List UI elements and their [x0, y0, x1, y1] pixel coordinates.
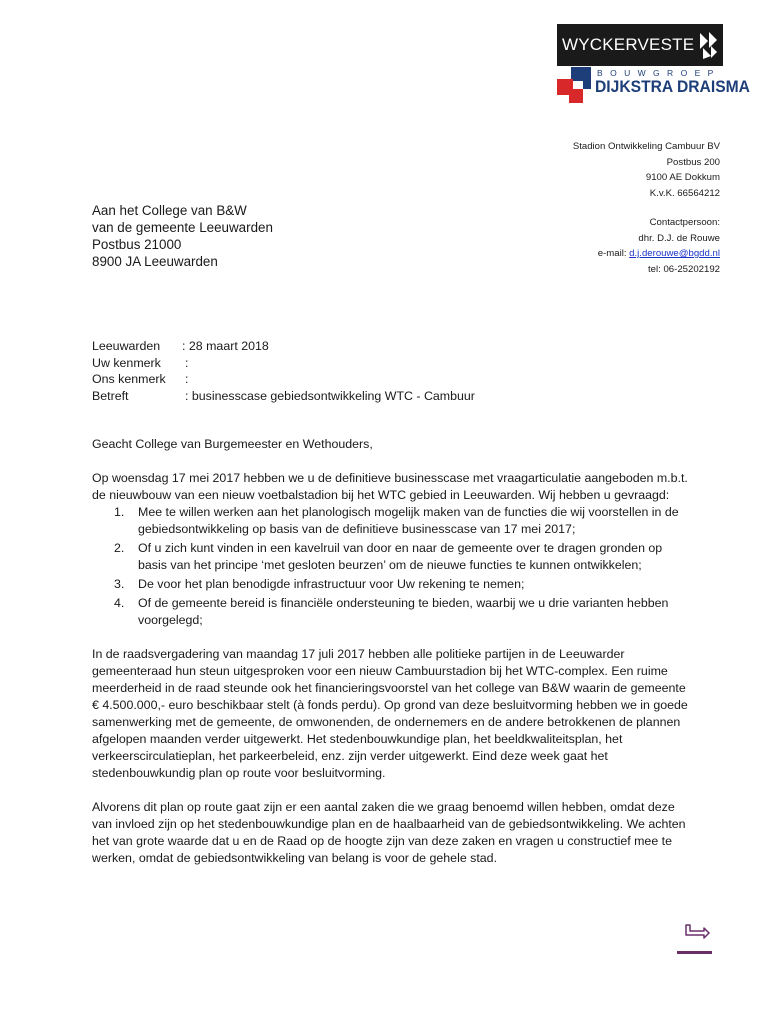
address-line-1: Aan het College van B&W [92, 203, 247, 218]
request-list [92, 504, 692, 629]
list-item-text: Of u zich kunt vinden in een kavelruil van door en naar de gemeente over te dragen gronden op basis van het principe ‘met gesloten beurzen’ om de nieuwe functies te kunnen ontwikkelen; [138, 541, 663, 572]
list-item-number: 3. [114, 577, 125, 591]
list-item [92, 576, 692, 593]
meta-betreft-label: Betreft [92, 389, 129, 404]
sender-gap [573, 201, 720, 215]
footer-accent-bar [677, 951, 712, 954]
paragraph-raadsvergadering: In de raadsvergadering van maandag 17 juli 2017 hebben alle politieke partijen in de Leeuwarder gemeenteraad hun steun uitgesproken voor een nieuw Cambuurstadion bij het WTC-complex. Een ruime meerderheid in de raad steunde ook het financieringsvoorstel van het college van B&W waarin de gemeente € 4.500.000,- euro beschikbaar stelt (à fonds perdu). Op grond van deze besluitvorming hebben we in goede samenwerking met de gemeente, de omwonenden, de ondernemers en de andere betrokkenen de plannen afgelopen maanden verder uitgewerkt. Het stedenbouwkundige plan, het beeldkwaliteitsplan, het verkeerscirculatieplan, het parkeerbeleid, enz. zijn verder uitgewerkt. Eind deze week gaat het stedenbouwkundig plan op route voor besluitvorming. [92, 647, 688, 780]
intro-paragraph: Op woensdag 17 mei 2017 hebben we u de definitieve businesscase met vraagarticulatie aangeboden m.b.t. de nieuwbouw van een nieuw voetbalstadion bij het WTC gebied in Leeuwarden. Wij hebben u gevraagd: [92, 471, 688, 502]
list-item-text: Mee te willen werken aan het planologisch mogelijk maken van de functies die wij voorstellen in de gebiedsontwikkeling op basis van de definitieve businesscase van 17 mei 2017; [138, 505, 679, 536]
email-link[interactable]: d.j.derouwe@bgdd.nl [629, 248, 720, 259]
salutation: Geacht College van Burgemeester en Wethouders, [92, 437, 373, 451]
meta-date-value: : 28 maart 2018 [182, 339, 269, 353]
sender-company: Stadion Ontwikkeling Cambuur BV [572, 141, 720, 152]
contact-email-row [573, 246, 720, 262]
wyckerveste-logo [557, 24, 723, 66]
list-item [92, 540, 692, 574]
dijkstra-draisma-logo-mark-icon [557, 67, 593, 105]
meta-place-label: Leeuwarden [92, 339, 161, 353]
meta-ons-value: : [185, 372, 189, 387]
email-label: e-mail: [597, 248, 630, 259]
list-item-text: De voor het plan benodigde infrastructuur voor Uw rekening te nemen; [138, 577, 525, 591]
meta-ons-label: Ons kenmerk [92, 372, 166, 387]
address-line-4: 8900 JA Leeuwarden [92, 254, 218, 269]
sender-block [573, 139, 720, 277]
meta-uw-value: : [185, 355, 189, 370]
list-item [92, 504, 692, 538]
bouwgroep-text: BOUWGROEP [597, 68, 721, 78]
address-line-3: Postbus 21000 [92, 237, 182, 252]
contact-tel: tel: 06-25202192 [647, 263, 720, 275]
sender-city: 9100 AE Dokkum [645, 172, 720, 183]
paragraph-alvorens: Alvorens dit plan op route gaat zijn er een aantal zaken die we graag benoemd willen hebben, omdat deze van invloed zijn op het stedenbouwkundige plan en de haalbaarheid van de gebiedsontwikkeling. We achten het van grote waarde dat u en de Raad op de hoogte zijn van deze zaken en vragen u constructief mee te werken, omdat de gebiedsontwikkeling van belang is voor de gehele stad. [92, 800, 686, 865]
meta-uw-label: Uw kenmerk [92, 355, 161, 370]
meta-betreft-value: : businesscase gebiedsontwikkeling WTC - Cambuur [185, 389, 475, 404]
list-item-number: 4. [114, 596, 125, 610]
address-line-2: van de gemeente Leeuwarden [92, 220, 273, 235]
next-page-arrow-icon [684, 922, 710, 940]
list-item-number: 1. [114, 505, 125, 519]
contact-name: dhr. D.J. de Rouwe [638, 232, 720, 244]
list-item-number: 2. [114, 541, 125, 555]
dijkstra-draisma-text: DIJKSTRA DRAISMA [595, 77, 750, 96]
dijkstra-draisma-logo [557, 67, 750, 107]
recipient-address [92, 202, 273, 270]
sender-kvk: K.v.K. 66564212 [649, 187, 720, 199]
sender-postbus: Postbus 200 [666, 156, 720, 168]
wyckerveste-logo-text: WYCKERVESTE [562, 35, 695, 54]
contact-heading: Contactpersoon: [649, 217, 720, 228]
list-item [92, 595, 692, 629]
wyckerveste-logo-mark-icon [697, 30, 719, 60]
list-item-text: Of de gemeente bereid is financiële ondersteuning te bieden, waarbij we u drie varianten hebben voorgelegd; [138, 596, 669, 627]
letter-body [92, 436, 692, 884]
